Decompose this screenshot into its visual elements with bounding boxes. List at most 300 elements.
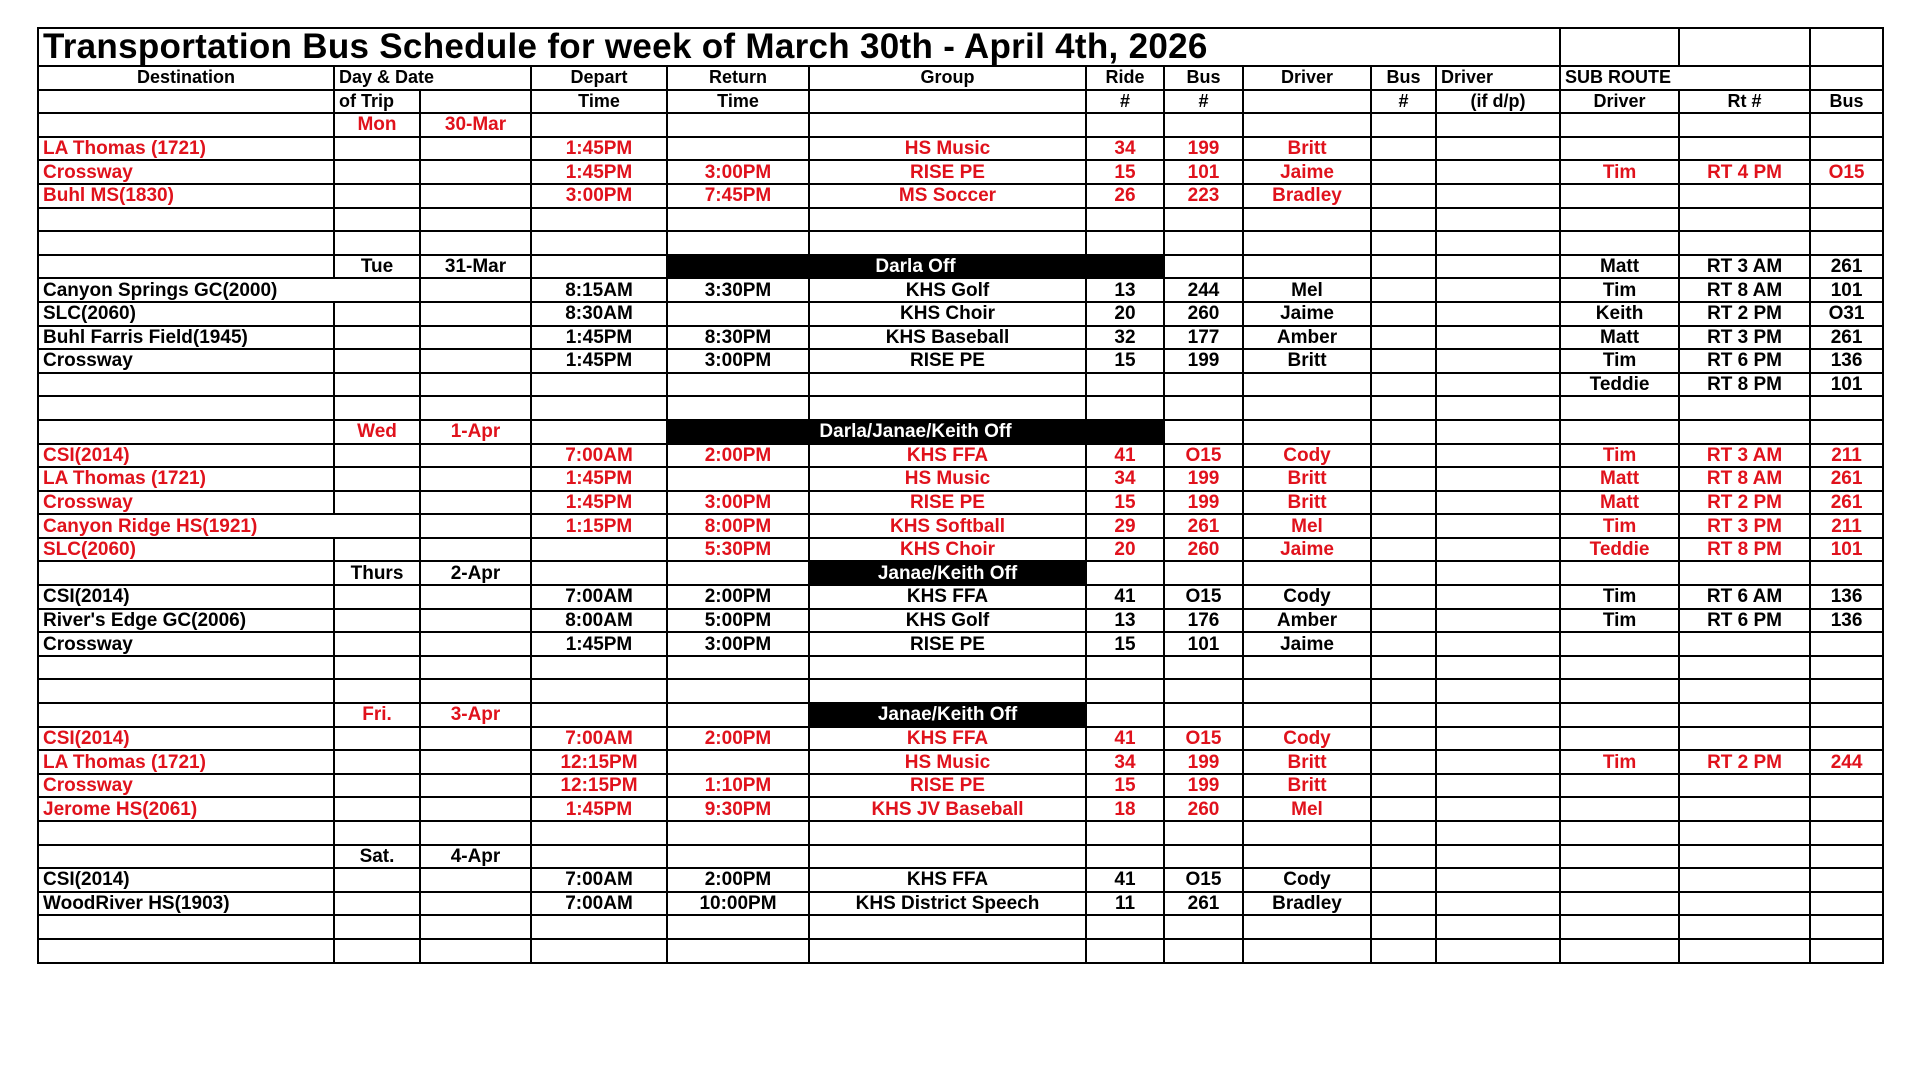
cell-ride-number — [1086, 373, 1164, 397]
cell-route-number — [1679, 703, 1810, 727]
cell-day — [334, 349, 420, 373]
table-row — [38, 514, 1883, 538]
cell-driver: Britt — [1243, 137, 1371, 161]
cell-driver — [1243, 915, 1371, 939]
cell-bus-2-number — [1371, 609, 1436, 633]
cell-sub-bus — [1810, 137, 1883, 161]
cell-day — [334, 679, 420, 703]
cell-destination: WoodRiver HS(1903) — [38, 892, 334, 916]
cell-destination — [38, 915, 334, 939]
cell-driver-if-dp — [1436, 514, 1560, 538]
cell-sub-bus — [1810, 939, 1883, 963]
cell-sub-driver — [1560, 915, 1679, 939]
cell-group — [809, 113, 1086, 137]
empty-cell — [1243, 90, 1371, 114]
cell-driver-if-dp — [1436, 278, 1560, 302]
cell-sub-driver: Matt — [1560, 255, 1679, 279]
cell-route-number — [1679, 208, 1810, 232]
cell-driver-if-dp — [1436, 420, 1560, 444]
cell-bus-number — [1164, 939, 1243, 963]
cell-driver: Britt — [1243, 750, 1371, 774]
cell-sub-bus — [1810, 703, 1883, 727]
table-row — [38, 797, 1883, 821]
header-rt-number: Rt # — [1679, 90, 1810, 114]
cell-driver-if-dp — [1436, 396, 1560, 420]
cell-bus-2-number — [1371, 915, 1436, 939]
header-sub-route: SUB ROUTE — [1560, 66, 1810, 90]
cell-ride-number — [1086, 703, 1164, 727]
staff-off-banner: Darla/Janae/Keith Off — [667, 420, 1164, 444]
header-bus-2-number: # — [1371, 90, 1436, 114]
cell-sub-bus — [1810, 184, 1883, 208]
cell-day — [334, 585, 420, 609]
cell-bus-number — [1164, 208, 1243, 232]
table-row — [38, 420, 1883, 444]
cell-bus-2-number — [1371, 585, 1436, 609]
cell-group — [809, 373, 1086, 397]
cell-depart-time: 7:00AM — [531, 727, 667, 751]
cell-group: KHS JV Baseball — [809, 797, 1086, 821]
table-row — [38, 750, 1883, 774]
cell-sub-driver: Tim — [1560, 585, 1679, 609]
cell-depart-time: 7:00AM — [531, 892, 667, 916]
cell-return-time — [667, 231, 809, 255]
cell-sub-bus — [1810, 396, 1883, 420]
header-of-trip: of Trip — [334, 90, 420, 114]
table-row — [38, 656, 1883, 680]
cell-return-time — [667, 821, 809, 845]
header-sub-bus: Bus — [1810, 90, 1883, 114]
empty-cell — [1679, 28, 1810, 66]
cell-route-number — [1679, 845, 1810, 869]
cell-return-time — [667, 703, 809, 727]
cell-destination — [38, 939, 334, 963]
cell-day — [334, 373, 420, 397]
cell-sub-bus — [1810, 231, 1883, 255]
cell-sub-bus — [1810, 797, 1883, 821]
cell-bus-2-number — [1371, 420, 1436, 444]
cell-sub-bus — [1810, 656, 1883, 680]
cell-date — [420, 750, 531, 774]
cell-route-number: RT 8 AM — [1679, 467, 1810, 491]
cell-route-number — [1679, 727, 1810, 751]
cell-date — [420, 868, 531, 892]
cell-driver: Cody — [1243, 585, 1371, 609]
header-depart-time: Time — [531, 90, 667, 114]
cell-driver-if-dp — [1436, 184, 1560, 208]
cell-sub-driver — [1560, 184, 1679, 208]
cell-driver: Britt — [1243, 491, 1371, 515]
cell-ride-number: 15 — [1086, 491, 1164, 515]
cell-destination — [38, 703, 334, 727]
cell-sub-driver — [1560, 420, 1679, 444]
cell-bus-number: 177 — [1164, 326, 1243, 350]
cell-depart-time: 1:45PM — [531, 160, 667, 184]
empty-cell — [420, 90, 531, 114]
cell-driver: Mel — [1243, 514, 1371, 538]
cell-group — [809, 821, 1086, 845]
cell-destination: Crossway — [38, 491, 334, 515]
empty-cell — [1560, 28, 1679, 66]
cell-group: KHS FFA — [809, 868, 1086, 892]
cell-date — [420, 444, 531, 468]
cell-day: Wed — [334, 420, 420, 444]
header-row-2 — [38, 90, 1883, 114]
cell-date — [420, 821, 531, 845]
cell-driver-if-dp — [1436, 538, 1560, 562]
cell-day — [334, 491, 420, 515]
cell-driver-if-dp — [1436, 137, 1560, 161]
cell-route-number: RT 6 PM — [1679, 609, 1810, 633]
cell-day: Mon — [334, 113, 420, 137]
cell-sub-bus: 261 — [1810, 326, 1883, 350]
cell-ride-number: 29 — [1086, 514, 1164, 538]
cell-driver — [1243, 703, 1371, 727]
table-row — [38, 326, 1883, 350]
cell-driver: Bradley — [1243, 892, 1371, 916]
cell-destination — [38, 208, 334, 232]
table-row — [38, 915, 1883, 939]
cell-sub-driver — [1560, 113, 1679, 137]
cell-group — [809, 208, 1086, 232]
cell-driver — [1243, 420, 1371, 444]
cell-depart-time — [531, 113, 667, 137]
cell-sub-bus — [1810, 868, 1883, 892]
cell-date: 3-Apr — [420, 703, 531, 727]
page-title: Transportation Bus Schedule for week of March 30th - April 4th, 2026 — [38, 28, 1560, 66]
cell-return-time: 2:00PM — [667, 868, 809, 892]
header-group: Group — [809, 66, 1086, 90]
cell-return-time — [667, 137, 809, 161]
cell-ride-number — [1086, 821, 1164, 845]
cell-driver — [1243, 396, 1371, 420]
cell-day — [334, 868, 420, 892]
cell-bus-number — [1164, 396, 1243, 420]
cell-sub-driver: Tim — [1560, 750, 1679, 774]
cell-group: KHS District Speech — [809, 892, 1086, 916]
cell-destination: LA Thomas (1721) — [38, 467, 334, 491]
cell-day — [334, 915, 420, 939]
cell-sub-bus — [1810, 113, 1883, 137]
cell-driver: Cody — [1243, 868, 1371, 892]
cell-group: KHS FFA — [809, 444, 1086, 468]
cell-bus-number: 101 — [1164, 160, 1243, 184]
cell-sub-driver — [1560, 821, 1679, 845]
cell-route-number: RT 2 PM — [1679, 491, 1810, 515]
cell-return-time — [667, 679, 809, 703]
cell-bus-number: O15 — [1164, 444, 1243, 468]
cell-driver: Mel — [1243, 278, 1371, 302]
cell-destination: CSI(2014) — [38, 868, 334, 892]
cell-day — [334, 632, 420, 656]
cell-group — [809, 679, 1086, 703]
cell-day — [334, 750, 420, 774]
cell-driver — [1243, 656, 1371, 680]
cell-sub-driver — [1560, 939, 1679, 963]
table-row — [38, 632, 1883, 656]
cell-sub-bus — [1810, 679, 1883, 703]
cell-depart-time — [531, 845, 667, 869]
cell-driver: Britt — [1243, 349, 1371, 373]
cell-depart-time: 1:15PM — [531, 514, 667, 538]
cell-bus-2-number — [1371, 892, 1436, 916]
cell-driver — [1243, 208, 1371, 232]
cell-driver-if-dp — [1436, 444, 1560, 468]
cell-ride-number: 18 — [1086, 797, 1164, 821]
cell-driver-if-dp — [1436, 491, 1560, 515]
cell-driver-if-dp — [1436, 302, 1560, 326]
cell-depart-time: 1:45PM — [531, 467, 667, 491]
cell-driver-if-dp — [1436, 561, 1560, 585]
cell-sub-driver — [1560, 845, 1679, 869]
cell-sub-bus — [1810, 208, 1883, 232]
cell-group: KHS FFA — [809, 585, 1086, 609]
cell-destination — [38, 845, 334, 869]
cell-destination — [38, 373, 334, 397]
cell-return-time: 10:00PM — [667, 892, 809, 916]
cell-depart-time: 8:00AM — [531, 609, 667, 633]
cell-group: HS Music — [809, 750, 1086, 774]
header-depart: Depart — [531, 66, 667, 90]
table-row — [38, 137, 1883, 161]
cell-return-time: 5:30PM — [667, 538, 809, 562]
cell-group: MS Soccer — [809, 184, 1086, 208]
cell-depart-time — [531, 821, 667, 845]
cell-date — [420, 632, 531, 656]
cell-date — [420, 396, 531, 420]
cell-destination — [38, 113, 334, 137]
cell-route-number — [1679, 797, 1810, 821]
cell-date: 31-Mar — [420, 255, 531, 279]
cell-route-number — [1679, 561, 1810, 585]
cell-destination — [38, 420, 334, 444]
cell-return-time — [667, 915, 809, 939]
cell-sub-bus: O15 — [1810, 160, 1883, 184]
cell-sub-bus — [1810, 845, 1883, 869]
cell-day: Sat. — [334, 845, 420, 869]
cell-route-number — [1679, 231, 1810, 255]
cell-depart-time — [531, 538, 667, 562]
cell-return-time — [667, 373, 809, 397]
cell-route-number — [1679, 656, 1810, 680]
cell-return-time — [667, 208, 809, 232]
cell-sub-driver: Tim — [1560, 349, 1679, 373]
cell-sub-driver: Matt — [1560, 326, 1679, 350]
cell-date — [420, 797, 531, 821]
cell-bus-2-number — [1371, 632, 1436, 656]
cell-driver — [1243, 679, 1371, 703]
cell-date — [420, 585, 531, 609]
cell-bus-number — [1164, 656, 1243, 680]
cell-destination: Crossway — [38, 774, 334, 798]
cell-bus-2-number — [1371, 302, 1436, 326]
cell-sub-bus: 244 — [1810, 750, 1883, 774]
header-driver: Driver — [1243, 66, 1371, 90]
table-row — [38, 373, 1883, 397]
cell-date — [420, 609, 531, 633]
cell-ride-number: 41 — [1086, 727, 1164, 751]
cell-sub-bus: 136 — [1810, 349, 1883, 373]
cell-sub-bus — [1810, 727, 1883, 751]
cell-bus-2-number — [1371, 514, 1436, 538]
cell-driver: Britt — [1243, 774, 1371, 798]
cell-bus-number: 260 — [1164, 538, 1243, 562]
cell-sub-driver — [1560, 561, 1679, 585]
cell-date — [420, 278, 531, 302]
cell-sub-bus — [1810, 774, 1883, 798]
cell-route-number — [1679, 915, 1810, 939]
cell-bus-number — [1164, 420, 1243, 444]
cell-date — [420, 892, 531, 916]
cell-date: 4-Apr — [420, 845, 531, 869]
cell-depart-time: 1:45PM — [531, 632, 667, 656]
cell-depart-time: 8:30AM — [531, 302, 667, 326]
cell-bus-number: 199 — [1164, 491, 1243, 515]
cell-driver-if-dp — [1436, 703, 1560, 727]
cell-bus-number: 223 — [1164, 184, 1243, 208]
cell-driver: Amber — [1243, 326, 1371, 350]
cell-return-time: 3:00PM — [667, 160, 809, 184]
cell-destination: Buhl Farris Field(1945) — [38, 326, 334, 350]
table-row — [38, 184, 1883, 208]
cell-depart-time — [531, 915, 667, 939]
cell-ride-number: 32 — [1086, 326, 1164, 350]
cell-return-time: 7:45PM — [667, 184, 809, 208]
header-if-dp: (if d/p) — [1436, 90, 1560, 114]
cell-bus-2-number — [1371, 774, 1436, 798]
cell-day — [334, 797, 420, 821]
cell-destination: River's Edge GC(2006) — [38, 609, 334, 633]
cell-bus-2-number — [1371, 373, 1436, 397]
cell-depart-time: 3:00PM — [531, 184, 667, 208]
cell-sub-bus: 261 — [1810, 491, 1883, 515]
cell-ride-number: 13 — [1086, 278, 1164, 302]
cell-route-number: RT 8 PM — [1679, 538, 1810, 562]
cell-bus-number: 199 — [1164, 467, 1243, 491]
cell-route-number — [1679, 137, 1810, 161]
cell-bus-2-number — [1371, 845, 1436, 869]
cell-date — [420, 514, 531, 538]
cell-route-number — [1679, 420, 1810, 444]
cell-bus-number: 199 — [1164, 750, 1243, 774]
cell-date — [420, 679, 531, 703]
cell-depart-time: 12:15PM — [531, 774, 667, 798]
cell-destination — [38, 656, 334, 680]
cell-driver-if-dp — [1436, 326, 1560, 350]
cell-destination: Canyon Springs GC(2000) — [38, 278, 420, 302]
cell-return-time — [667, 561, 809, 585]
cell-destination: SLC(2060) — [38, 302, 334, 326]
cell-return-time — [667, 750, 809, 774]
cell-bus-number — [1164, 845, 1243, 869]
cell-date — [420, 349, 531, 373]
cell-date — [420, 538, 531, 562]
cell-day: Thurs — [334, 561, 420, 585]
cell-return-time — [667, 939, 809, 963]
cell-return-time: 2:00PM — [667, 727, 809, 751]
cell-date: 2-Apr — [420, 561, 531, 585]
header-sub-driver: Driver — [1560, 90, 1679, 114]
cell-driver — [1243, 373, 1371, 397]
cell-day — [334, 821, 420, 845]
cell-route-number — [1679, 821, 1810, 845]
cell-ride-number: 15 — [1086, 160, 1164, 184]
cell-depart-time: 1:45PM — [531, 797, 667, 821]
cell-driver: Cody — [1243, 727, 1371, 751]
cell-sub-driver — [1560, 797, 1679, 821]
cell-route-number: RT 6 AM — [1679, 585, 1810, 609]
cell-day — [334, 160, 420, 184]
table-row — [38, 727, 1883, 751]
cell-ride-number — [1086, 113, 1164, 137]
cell-sub-bus: 101 — [1810, 373, 1883, 397]
cell-ride-number: 15 — [1086, 349, 1164, 373]
table-row — [38, 585, 1883, 609]
cell-destination: CSI(2014) — [38, 585, 334, 609]
cell-sub-driver: Teddie — [1560, 538, 1679, 562]
table-row — [38, 302, 1883, 326]
cell-destination — [38, 821, 334, 845]
cell-destination: CSI(2014) — [38, 727, 334, 751]
empty-cell — [1810, 66, 1883, 90]
cell-group: KHS FFA — [809, 727, 1086, 751]
cell-bus-number: 199 — [1164, 137, 1243, 161]
header-bus-number: # — [1164, 90, 1243, 114]
cell-sub-bus — [1810, 892, 1883, 916]
cell-bus-2-number — [1371, 750, 1436, 774]
cell-return-time — [667, 113, 809, 137]
table-row — [38, 231, 1883, 255]
cell-ride-number — [1086, 208, 1164, 232]
cell-bus-2-number — [1371, 538, 1436, 562]
cell-sub-driver: Tim — [1560, 514, 1679, 538]
cell-driver — [1243, 939, 1371, 963]
cell-date — [420, 727, 531, 751]
cell-date — [420, 326, 531, 350]
cell-driver: Mel — [1243, 797, 1371, 821]
cell-route-number — [1679, 774, 1810, 798]
cell-sub-bus — [1810, 915, 1883, 939]
cell-driver: Amber — [1243, 609, 1371, 633]
cell-driver — [1243, 231, 1371, 255]
cell-return-time: 8:00PM — [667, 514, 809, 538]
cell-ride-number — [1086, 561, 1164, 585]
cell-ride-number: 34 — [1086, 750, 1164, 774]
cell-return-time: 9:30PM — [667, 797, 809, 821]
cell-return-time: 3:00PM — [667, 491, 809, 515]
cell-bus-2-number — [1371, 231, 1436, 255]
table-row — [38, 774, 1883, 798]
header-driver-2: Driver — [1436, 66, 1560, 90]
cell-return-time: 2:00PM — [667, 585, 809, 609]
cell-group — [809, 656, 1086, 680]
cell-sub-driver: Matt — [1560, 491, 1679, 515]
cell-day — [334, 467, 420, 491]
cell-sub-driver: Teddie — [1560, 373, 1679, 397]
cell-return-time: 8:30PM — [667, 326, 809, 350]
cell-group — [809, 915, 1086, 939]
cell-ride-number: 26 — [1086, 184, 1164, 208]
cell-route-number — [1679, 939, 1810, 963]
cell-return-time — [667, 845, 809, 869]
cell-depart-time: 7:00AM — [531, 585, 667, 609]
cell-sub-bus — [1810, 821, 1883, 845]
cell-route-number: RT 8 PM — [1679, 373, 1810, 397]
cell-depart-time: 1:45PM — [531, 349, 667, 373]
cell-group: RISE PE — [809, 349, 1086, 373]
cell-driver: Jaime — [1243, 538, 1371, 562]
cell-depart-time — [531, 656, 667, 680]
